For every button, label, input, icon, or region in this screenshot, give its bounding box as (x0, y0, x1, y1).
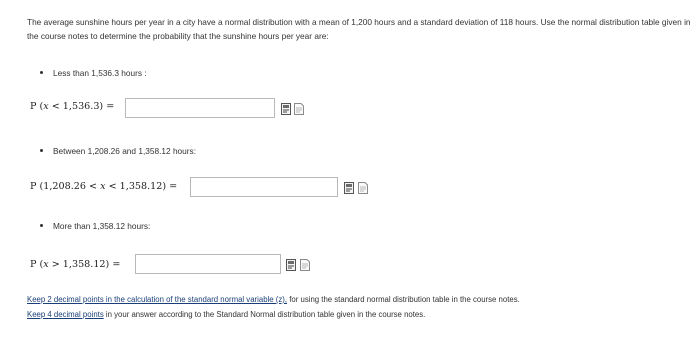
part-2-bullet (40, 145, 196, 157)
part-3-label: More than 1,358.12 hours: (53, 221, 151, 231)
note-line-2 (27, 309, 425, 321)
document-icon[interactable] (294, 103, 304, 115)
part-1-equation: P (x < 1,536.3) = (30, 101, 115, 112)
equation-editor-icon[interactable] (281, 103, 291, 115)
equation-editor-icon[interactable] (286, 259, 296, 271)
bullet-dot (40, 224, 43, 227)
part-2-equation: P (1,208.26 < x < 1,358.12) = (30, 181, 178, 192)
part-1-bullet (40, 67, 147, 79)
equation-editor-icon[interactable] (344, 182, 354, 194)
note-line-2-text: in your answer according to the Standard Normal distribution table given in the course notes. (103, 310, 426, 319)
part-2-answer-input[interactable] (190, 177, 338, 197)
bullet-dot (40, 149, 43, 152)
part-3-equation: P (x > 1,358.12) = (30, 259, 121, 270)
note-link-decimal-z: Keep 2 decimal points in the calculation of the standard normal variable (z), (27, 295, 288, 304)
document-icon[interactable] (300, 259, 310, 271)
note-line-1-text: for using the standard normal distribution table in the course notes. (287, 295, 520, 304)
part-1-answer-input[interactable] (125, 98, 275, 118)
part-2-label: Between 1,208.26 and 1,358.12 hours: (53, 146, 197, 156)
bullet-dot (40, 71, 43, 74)
document-icon[interactable] (358, 182, 368, 194)
note-line-1 (27, 294, 520, 306)
part-1-label: Less than 1,536.3 hours : (53, 68, 147, 78)
part-3-bullet (40, 220, 150, 232)
question-text: The average sunshine hours per year in a city have a normal distribution with a mean of 1,200 hours and a standard deviation of 118 hours. Use the normal distribution table given in the course notes to determine the probability that the sunshine hours per year are: (27, 17, 691, 41)
part-3-answer-input[interactable] (135, 254, 281, 274)
note-link-decimal-answer: Keep 4 decimal points (27, 310, 104, 319)
